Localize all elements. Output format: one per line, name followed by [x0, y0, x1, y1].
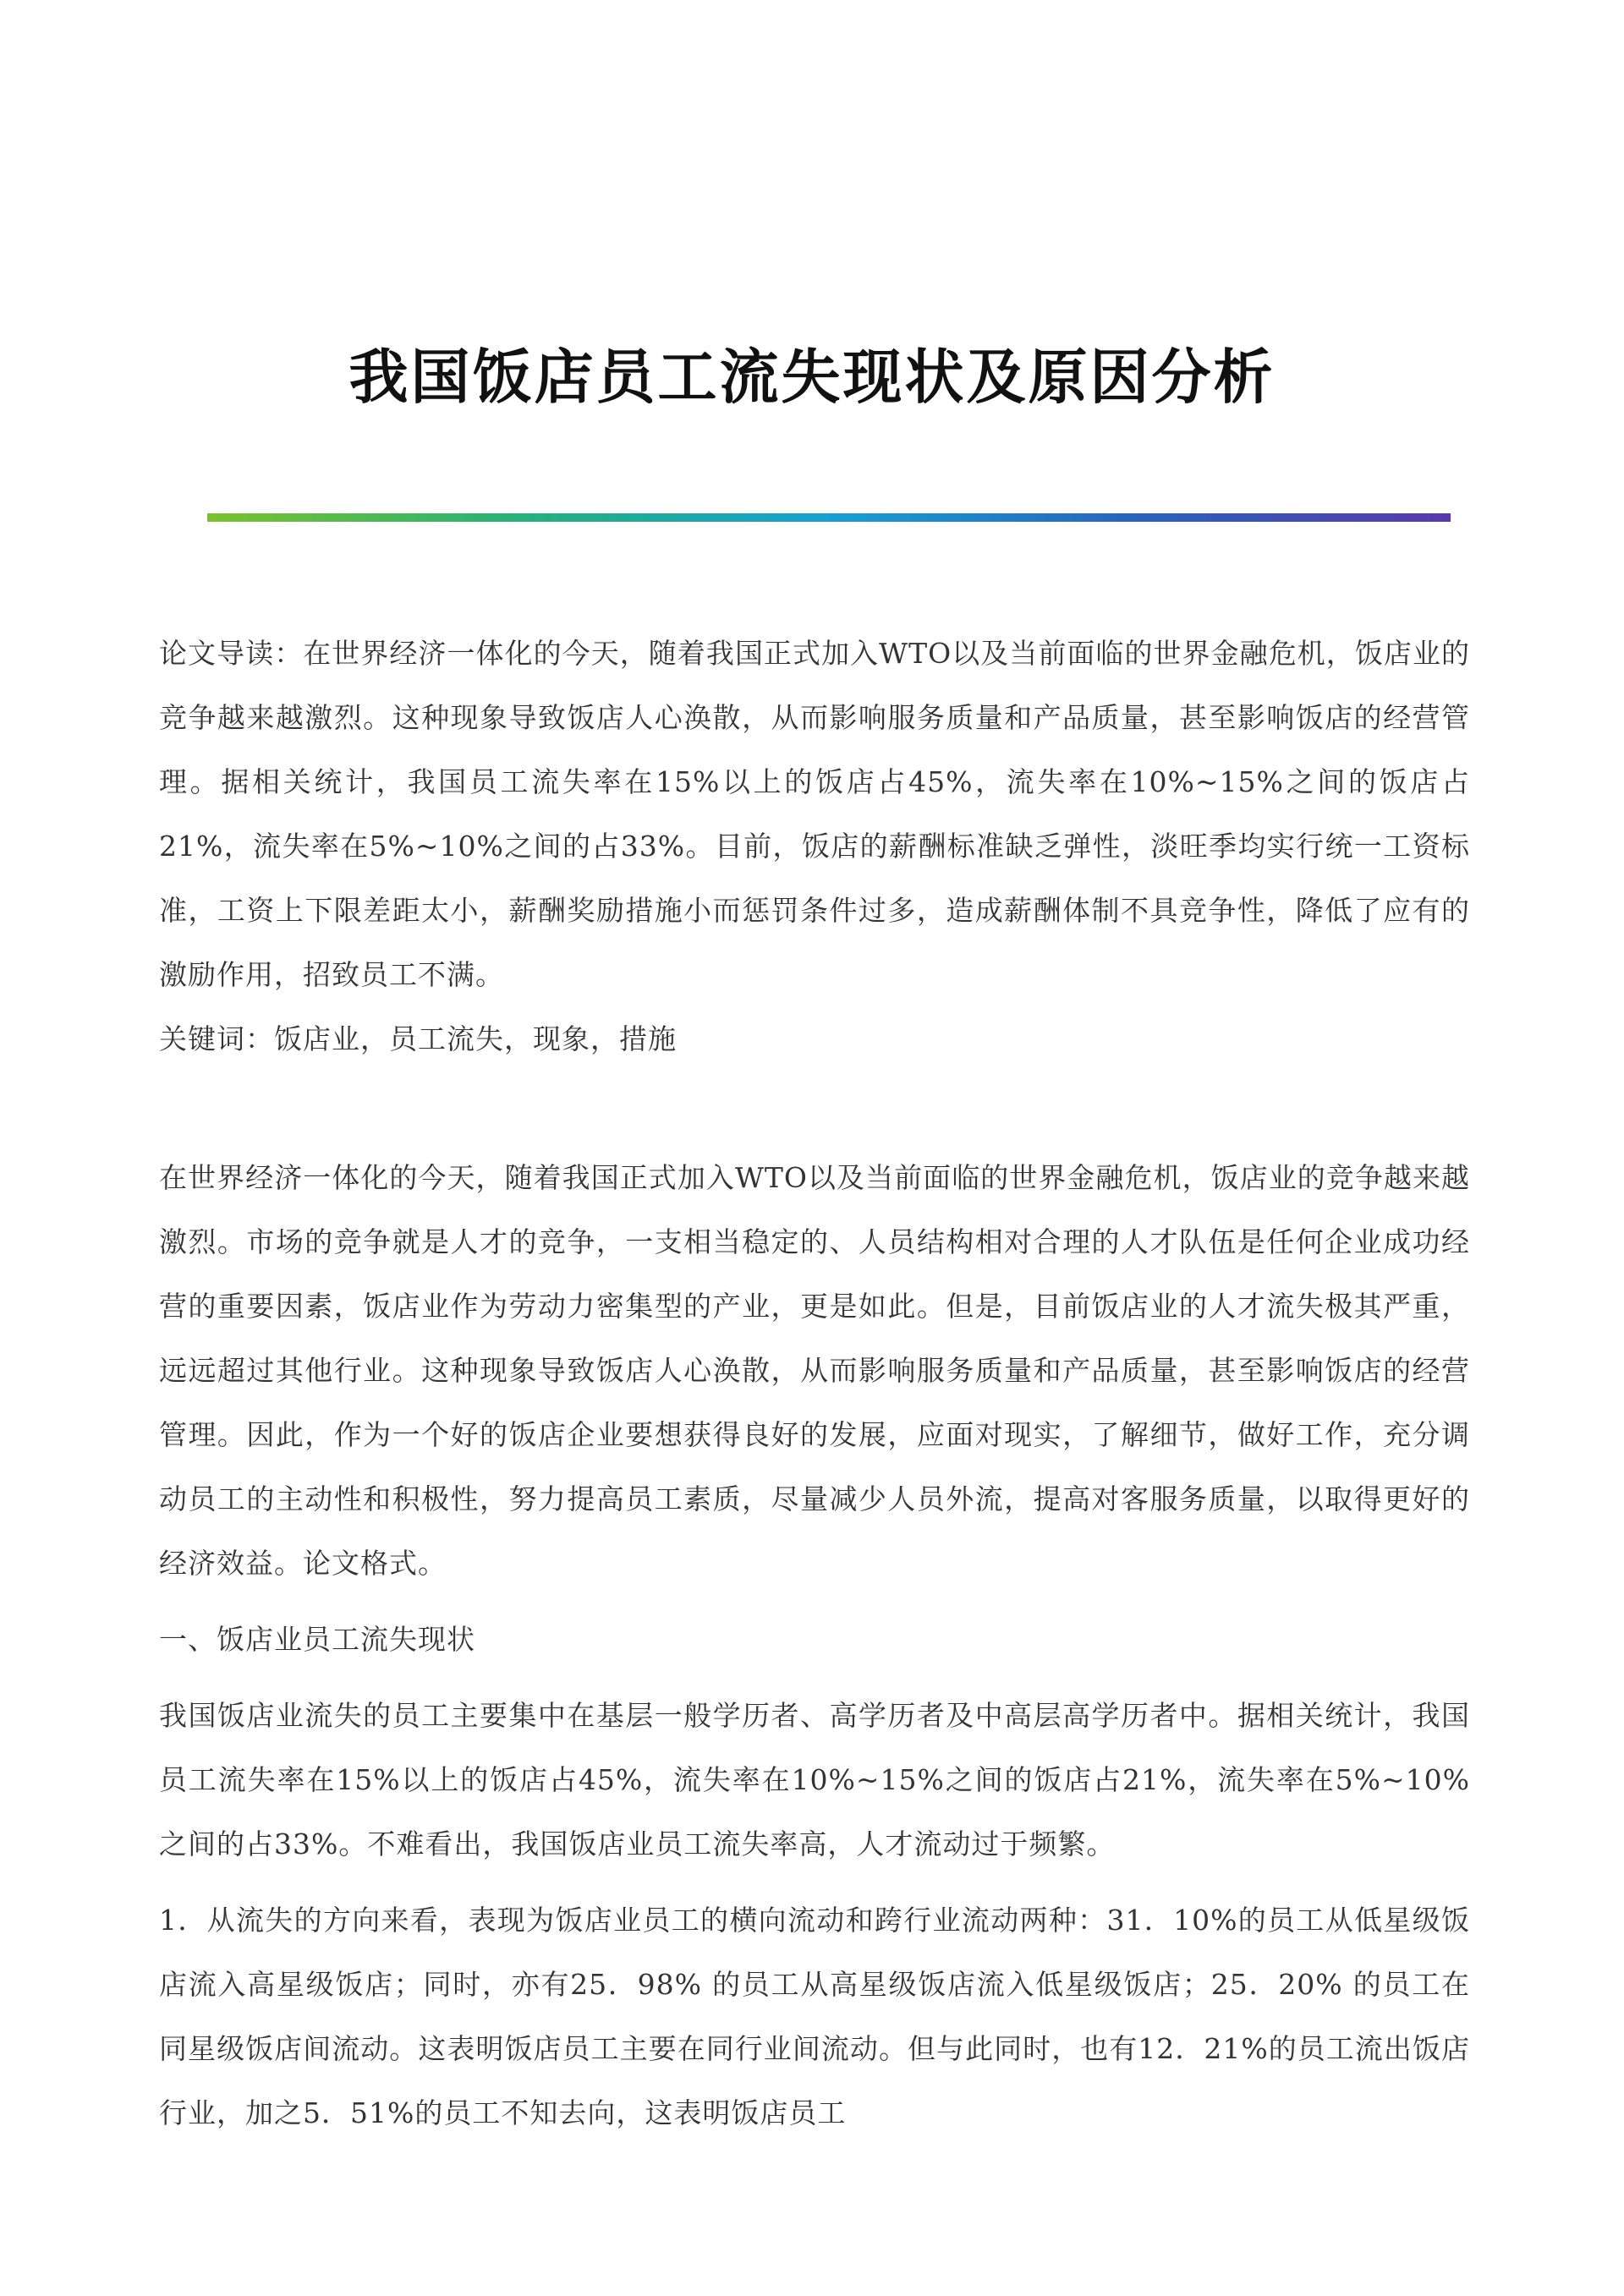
paper-content	[159, 622, 1470, 2145]
spacer	[159, 1071, 1470, 1146]
spacer	[159, 1877, 1470, 1888]
section1-paragraph-1: 我国饭店业流失的员工主要集中在基层一般学历者、高学历者及中高层高学历者中。据相关统计，我国员工流失率在15%以上的饭店占45%，流失率在10%~15%之间的饭店占21%，流失率在5%~10%之间的占33%。不难看出，我国饭店业员工流失率高，人才流动过于频繁。	[159, 1699, 1470, 1860]
keywords-line: 关键词：饭店业，员工流失，现象，措施	[159, 1022, 677, 1055]
title-divider	[207, 513, 1451, 522]
spacer	[159, 1672, 1470, 1684]
spacer	[159, 1596, 1470, 1608]
paper-title: 我国饭店员工流失现状及原因分析	[348, 342, 1276, 412]
section1-paragraph-2: 1．从流失的方向来看，表现为饭店业员工的横向流动和跨行业流动两种：31．10%的员工从低星级饭店流入高星级饭店；同时，亦有25．98% 的员工从高星级饭店流入低星级饭店；25．20% 的员工在同星级饭店间流动。这表明饭店员工主要在同行业间流动。但与此同时，也有12．21%的员工流出饭店行业，加之5．51%的员工不知去向，这表明饭店员工	[159, 1904, 1470, 2129]
abstract-paragraph: 论文导读：在世界经济一体化的今天，随着我国正式加入WTO以及当前面临的世界金融危机，饭店业的竞争越来越激烈。这种现象导致饭店人心涣散，从而影响服务质量和产品质量，甚至影响饭店的经营管理。据相关统计，我国员工流失率在15%以上的饭店占45%，流失率在10%~15%之间的饭店占21%，流失率在5%~10%之间的占33%。目前，饭店的薪酬标准缺乏弹性，淡旺季均实行统一工资标准，工资上下限差距太小，薪酬奖励措施小而惩罚条件过多，造成薪酬体制不具竞争性，降低了应有的激励作用，招致员工不满。	[159, 637, 1470, 991]
intro-paragraph: 在世界经济一体化的今天，随着我国正式加入WTO以及当前面临的世界金融危机，饭店业的竞争越来越激烈。市场的竞争就是人才的竞争，一支相当稳定的、人员结构相对合理的人才队伍是任何企业成功经营的重要因素，饭店业作为劳动力密集型的产业，更是如此。但是，目前饭店业的人才流失极其严重，远远超过其他行业。这种现象导致饭店人心涣散，从而影响服务质量和产品质量，甚至影响饭店的经营管理。因此，作为一个好的饭店企业要想获得良好的发展，应面对现实，了解细节，做好工作，充分调动员工的主动性和积极性，努力提高员工素质，尽量减少人员外流，提高对客服务质量，以取得更好的经济效益。论文格式。	[159, 1161, 1470, 1580]
section-heading: 一、饭店业员工流失现状	[159, 1623, 475, 1656]
